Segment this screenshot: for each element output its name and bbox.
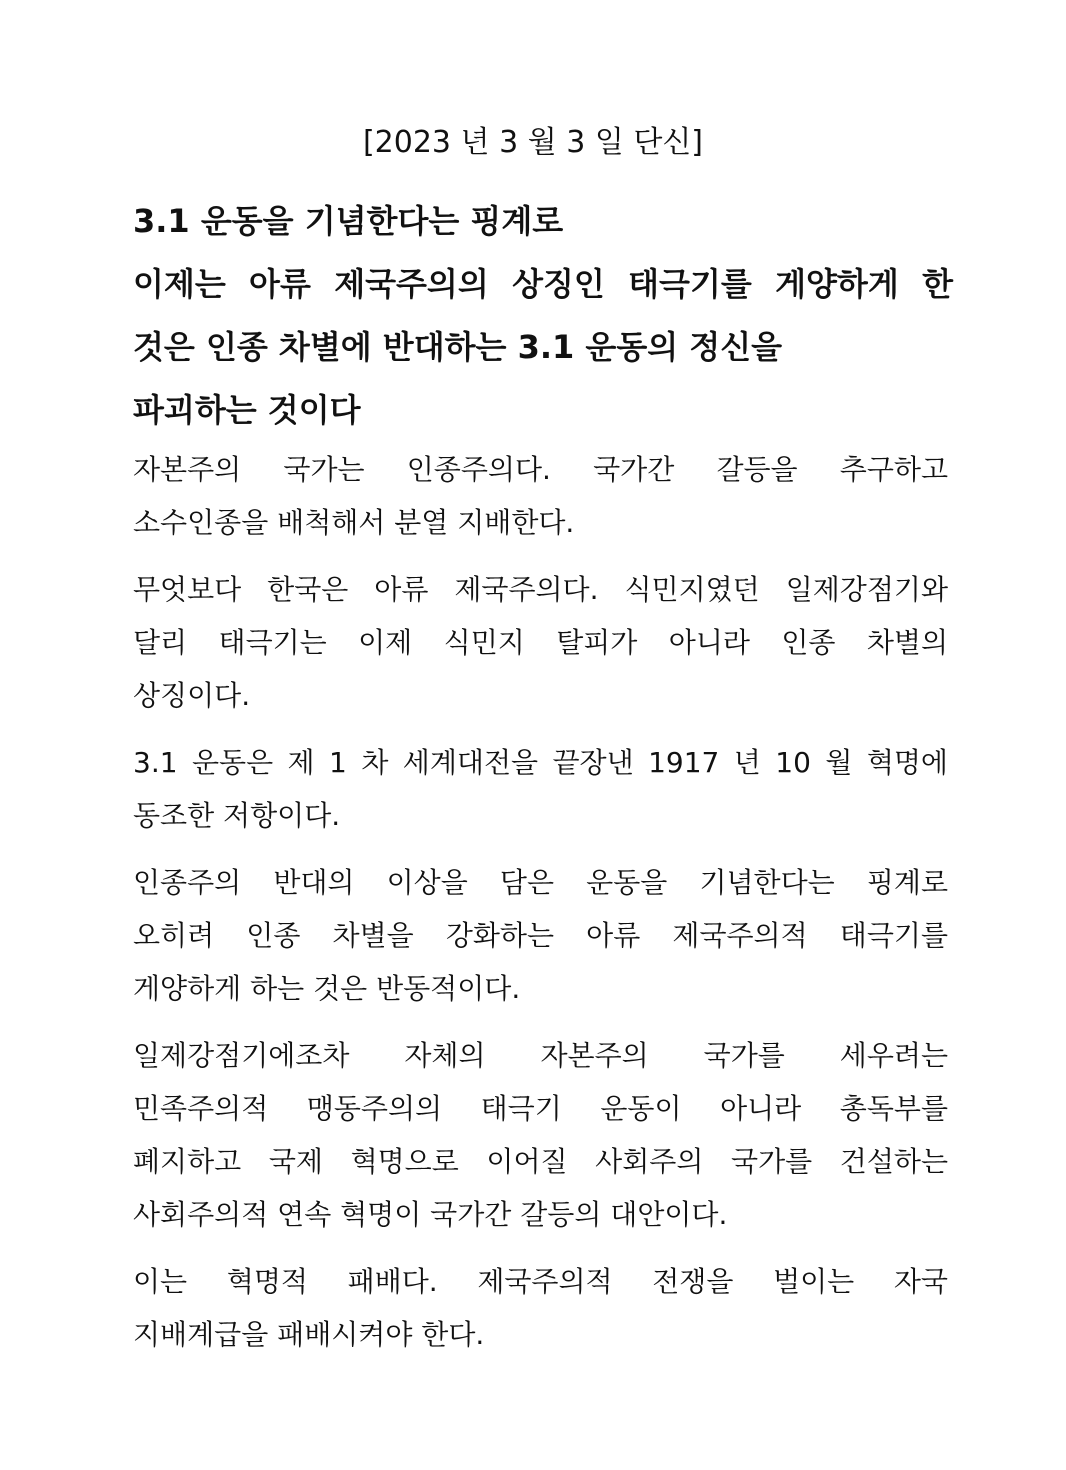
paragraph-line: 달리 태극기는 이제 식민지 탈피가 아니라 인종 차별의 <box>133 626 948 659</box>
paragraph <box>133 1029 948 1241</box>
paragraph-line: 자본주의 국가는 인종주의다. 국가간 갈등을 추구하고 <box>133 453 948 486</box>
headline-line: 3.1 운동을 기념한다는 핑계로 <box>133 202 564 240</box>
paragraph-line: 지배계급을 패배시켜야 한다. <box>133 1318 485 1351</box>
date-line: [2023 년 3 월 3 일 단신] <box>362 125 704 160</box>
paragraph-line: 사회주의적 연속 혁명이 국가간 갈등의 대안이다. <box>133 1198 728 1231</box>
paragraph <box>133 1255 948 1361</box>
paragraph-line: 민족주의적 맹동주의의 태극기 운동이 아니라 총독부를 <box>133 1092 948 1125</box>
headline <box>133 190 953 442</box>
headline-line: 파괴하는 것이다 <box>133 391 361 429</box>
headline-line: 이제는 아류 제국주의의 상징인 태극기를 게양하게 한 <box>133 265 953 303</box>
paragraph-line: 상징이다. <box>133 679 251 712</box>
article-body <box>133 443 948 1375</box>
paragraph <box>133 443 948 549</box>
paragraph-line: 동조한 저항이다. <box>133 799 341 832</box>
paragraph-line: 폐지하고 국제 혁명으로 이어질 사회주의 국가를 건설하는 <box>133 1145 948 1178</box>
paragraph-line: 이는 혁명적 패배다. 제국주의적 전쟁을 벌이는 자국 <box>133 1265 948 1298</box>
paragraph-line: 게양하게 하는 것은 반동적이다. <box>133 972 521 1005</box>
paragraph-line: 무엇보다 한국은 아류 제국주의다. 식민지였던 일제강점기와 <box>133 573 948 606</box>
paragraph-line: 오히려 인종 차별을 강화하는 아류 제국주의적 태극기를 <box>133 919 948 952</box>
paragraph <box>133 736 948 842</box>
paragraph <box>133 563 948 722</box>
paragraph-line: 인종주의 반대의 이상을 담은 운동을 기념한다는 핑계로 <box>133 866 948 899</box>
paragraph-line: 소수인종을 배척해서 분열 지배한다. <box>133 506 575 539</box>
paragraph-line: 일제강점기에조차 자체의 자본주의 국가를 세우려는 <box>133 1039 948 1072</box>
headline-line: 것은 인종 차별에 반대하는 3.1 운동의 정신을 <box>133 328 783 366</box>
paragraph <box>133 856 948 1015</box>
paragraph-line: 3.1 운동은 제 1 차 세계대전을 끝장낸 1917 년 10 월 혁명에 <box>133 746 948 779</box>
